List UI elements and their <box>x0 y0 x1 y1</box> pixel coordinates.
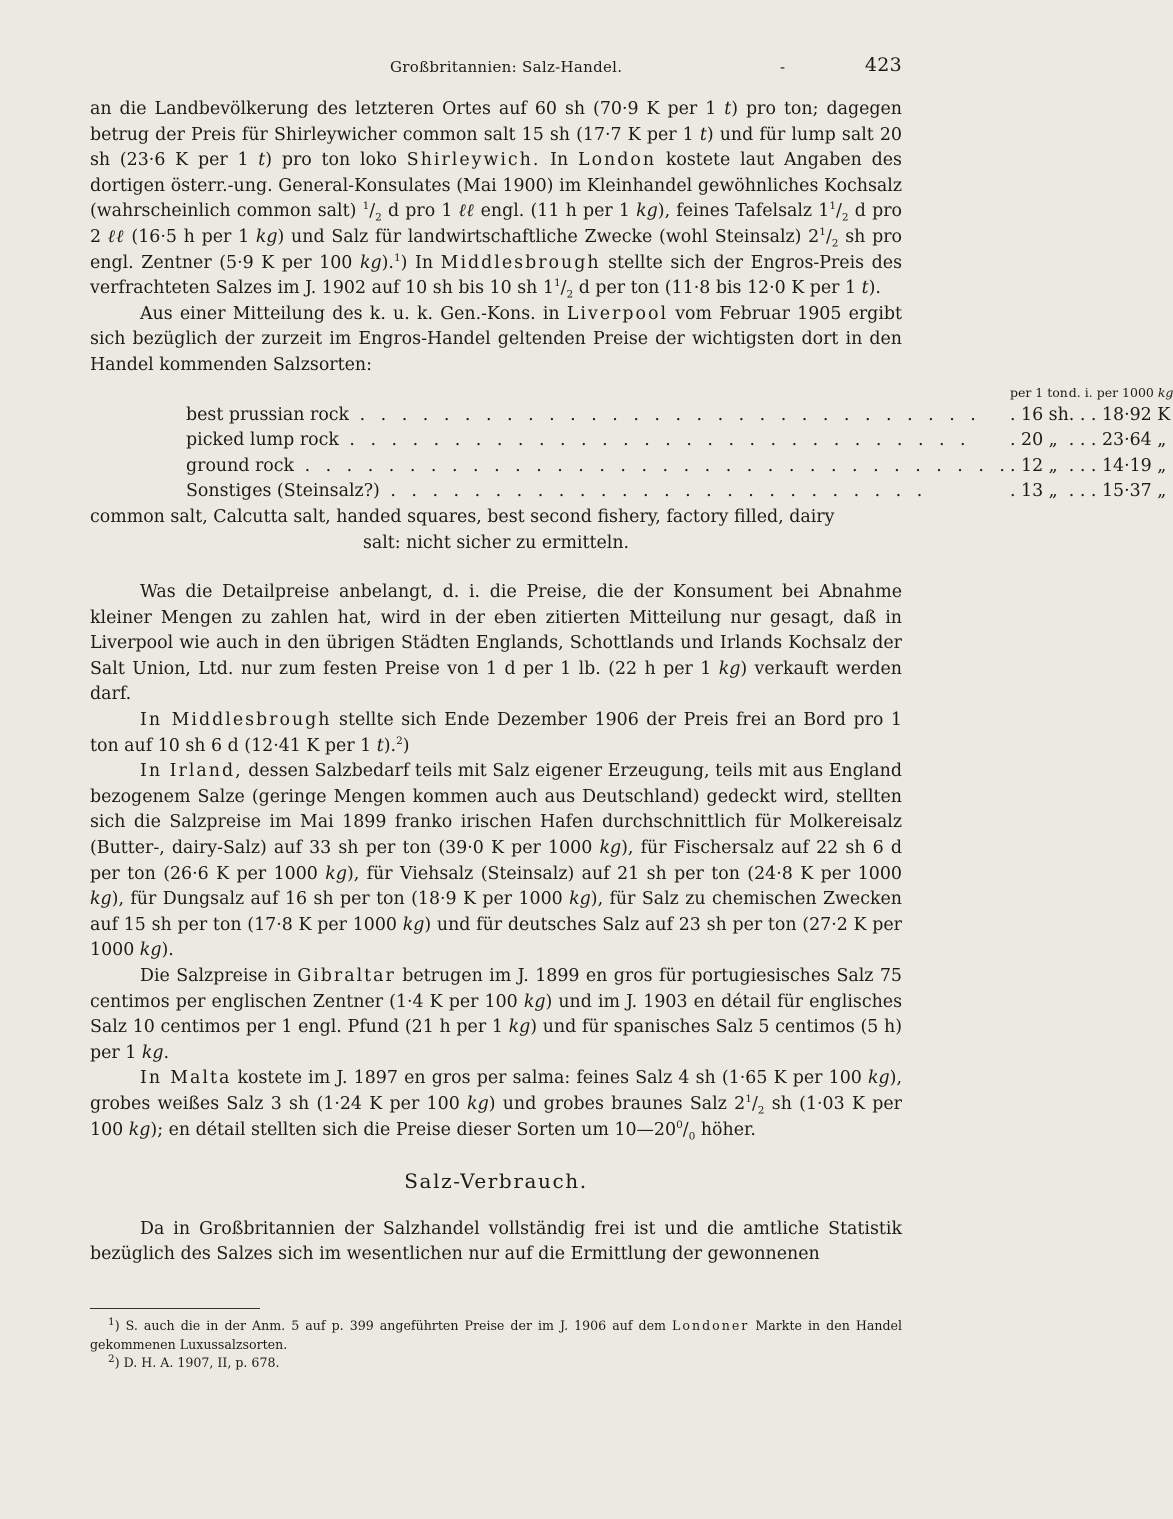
page-number: 423 <box>864 54 902 76</box>
fraction: $^1/_2$ <box>362 200 382 224</box>
running-title: Großbritannien: Salz-Handel. <box>390 58 623 76</box>
table-row: picked lump rock . . . . . . . . . . . . . . . . . . . . . . . . . . . . . . . 20 „ . . . 23·64 „ <box>186 430 1167 451</box>
price-per-ton: . 20 <box>1009 430 1044 451</box>
footnote-ref-1[interactable]: 1 <box>393 251 401 264</box>
salt-type: picked lump rock <box>186 430 339 451</box>
fraction: $^1/_2$ <box>819 226 839 250</box>
price-per-ton: . 16 sh <box>1009 404 1069 425</box>
price-table-header <box>186 383 1173 403</box>
column-header-per-ton: per 1 ton <box>1009 384 1068 400</box>
column-header-per-kg: d. i. per 1000 kg <box>1068 384 1173 400</box>
fraction: $^1/_2$ <box>745 1093 765 1117</box>
table-note-line-2: salt: nicht sicher zu ermitteln. <box>362 532 630 553</box>
price-per-ton: . 12 <box>1009 455 1044 476</box>
footnote-divider <box>90 1308 260 1309</box>
place-name: Middlesbrough <box>440 252 601 273</box>
paragraph-shirleywich-london: an die Landbevölkerung des letzteren Ortes auf 60 sh (70·9 K per 1 t) pro ton; dagegen betrug der Preis für Shirleywicher common salt 15 sh (17·7 K per 1 t) und für lump salt 20 sh (23·6 K per 1 t) pro ton loko Shirleywich. In London kostete laut Angaben des dortigen österr.-ung. General-Konsulates (Mai 1900) im Kleinhandel gewöhnliches Kochsalz (wahrscheinlich common salt) $^1/_2$ d pro 1 ℓℓ engl. (11 h per 1 kg), feines Tafelsalz $1^1/_2$ d pro 2 ℓℓ (16·5 h per 1 kg) und Salz für landwirtschaftliche Zwecke (wohl Steinsalz) $2^1/_2$ sh pro engl. Zentner (5·9 K per 100 kg).$^1$) In Middlesbrough stellte sich der Engros-Preis des verfrachteten Salzes im J. 1902 auf 10 sh bis 10 sh $1^1/_2$ d per ton (11·8 bis 12·0 K per 1 t). <box>90 99 902 301</box>
place-name: In Middlesbrough <box>140 710 332 731</box>
price-per-1000kg: . . . 14·19 <box>1068 455 1152 476</box>
place-name: In Malta <box>140 1068 232 1089</box>
footnote-ref-2[interactable]: 2 <box>396 734 403 747</box>
pound-sign: ℓℓ <box>458 201 475 222</box>
place-name: In Irland, <box>140 761 243 782</box>
table-row: Sonstiges (Steinsalz?) . . . . . . . . . . . . . . . . . . . . . . . . . . . 13 „ . . . 15·37 „ <box>186 481 1167 502</box>
section-heading: Salz-Verbrauch. <box>404 1169 588 1194</box>
paragraph-malta: In Malta kostete im J. 1897 en gros per salma: feines Salz 4 sh (1·65 K per 100 kg), grobes weißes Salz 3 sh (1·24 K per 100 kg) und grobes braunes Salz $2^1/_2$ sh (1·03 K per 100 kg); en détail stellten sich die Preise dieser Sorten um $10—20^0/_0$ höher. <box>90 1068 902 1143</box>
salt-type: best prussian rock <box>186 404 350 425</box>
price-per-1000kg: . . . 15·37 <box>1068 481 1152 502</box>
fraction: $^1/_2$ <box>553 277 574 301</box>
place-name: Liverpool <box>566 303 669 324</box>
paragraph-detailpreise: Was die Detailpreise anbelangt, d. i. die Preise, die der Konsument bei Abnahme kleiner Mengen zu zahlen hat, wird in der eben zitierten Mitteilung nur gesagt, daß in Liverpool wie auch in den übrigen Städten Englands, Schottlands und Irlands Kochsalz der Salt Union, Ltd. nur zum festen Preise von 1 d per 1 lb. (22 h per 1 kg) verkauft werden darf. <box>90 582 902 705</box>
price-per-1000kg: . . . 18·92 K <box>1068 404 1171 425</box>
place-name: Londoner <box>672 1318 750 1333</box>
footnote-2: $^2$) D. H. A. 1907, II, p. 678. <box>108 1352 280 1370</box>
salt-type: ground rock <box>186 455 295 476</box>
body-text <box>90 97 1173 1268</box>
place-name: Gibraltar <box>297 966 396 986</box>
percent-sign: $^0/_0$ <box>676 1118 696 1143</box>
paragraph-gibraltar: Die Salzpreise in Gibraltar betrugen im J. 1899 en gros für portugiesisches Salz 75 centimos per englischen Zentner (1·4 K per 100 kg) und im J. 1903 en détail für englisches Salz 10 centimos per 1 engl. Pfund (21 h per 1 kg) und für spanisches Salz 5 centimos (5 h) per 1 kg. <box>90 966 902 1063</box>
price-per-1000kg: . . . 23·64 <box>1068 430 1152 451</box>
fraction: $^1/_2$ <box>829 200 849 224</box>
paragraph-irland: In Irland, dessen Salzbedarf teils mit Salz eigener Erzeugung, teils mit aus England bezogenem Salze (geringe Mengen kommen auch aus Deutschland) gedeckt wird, stellten sich die Salzpreise im Mai 1899 franko irischen Hafen durchschnittlich für Molkereisalz (Butter-, dairy-Salz) auf 33 sh per ton (39·0 K per 1000 kg), für Fischersalz auf 22 sh 6 d per ton (26·6 K per 1000 kg), für Viehsalz (Steinsalz) auf 21 sh per ton (24·8 K per 1000 kg), für Dungsalz auf 16 sh per ton (18·9 K per 1000 kg), für Salz zu chemischen Zwecken auf 15 sh per ton (17·8 K per 1000 kg) und für deutsches Salz auf 23 sh per ton (27·2 K per 1000 kg). <box>90 761 903 961</box>
salt-type: Sonstiges (Steinsalz?) <box>186 481 380 502</box>
pound-sign: ℓℓ <box>107 226 125 247</box>
footnotes <box>90 1308 902 1373</box>
header-dash: - <box>780 58 786 76</box>
price-table <box>186 383 1173 505</box>
price-per-ton: . 13 <box>1009 481 1044 502</box>
table-row: ground rock . . . . . . . . . . . . . . . . . . . . . . . . . . . . . . . . . . . 12 „ . . . 14·19 „ <box>186 455 1167 476</box>
paragraph-middlesbrough: In Middlesbrough stellte sich Ende Dezember 1906 der Preis frei an Bord pro 1 ton auf 10 sh 6 d (12·41 K per 1 t).$^2$) <box>90 710 902 756</box>
table-row: best prussian rock . . . . . . . . . . . . . . . . . . . . . . . . . . . . . . . 16 sh . . . 18·92 K <box>186 404 1171 425</box>
footnote-1: $^1$) S. auch die in der Anm. 5 auf p. 399 angeführten Preise der im J. 1906 auf dem Londoner Markte in den Handel gekommenen Luxussalzsorten. <box>90 1315 902 1352</box>
paragraph-liverpool: Aus einer Mitteilung des k. u. k. Gen.-Kons. in Liverpool vom Februar 1905 ergibt sich bezüglich der zurzeit im Engros-Handel geltenden Preise der wichtigsten dort in den Handel kommenden Salzsorten: <box>90 303 903 375</box>
paragraph-verbrauch: Da in Großbritannien der Salzhandel vollständig frei ist und die amtliche Statistik bezüglich des Salzes sich im wesentlichen nur auf die Ermittlung der gewonnenen <box>90 1218 902 1265</box>
place-name: London <box>578 150 657 171</box>
table-note-line-1: common salt, Calcutta salt, handed squares, best second fishery, factory filled, dairy <box>90 506 835 527</box>
place-name: Shirleywich. <box>406 150 541 171</box>
